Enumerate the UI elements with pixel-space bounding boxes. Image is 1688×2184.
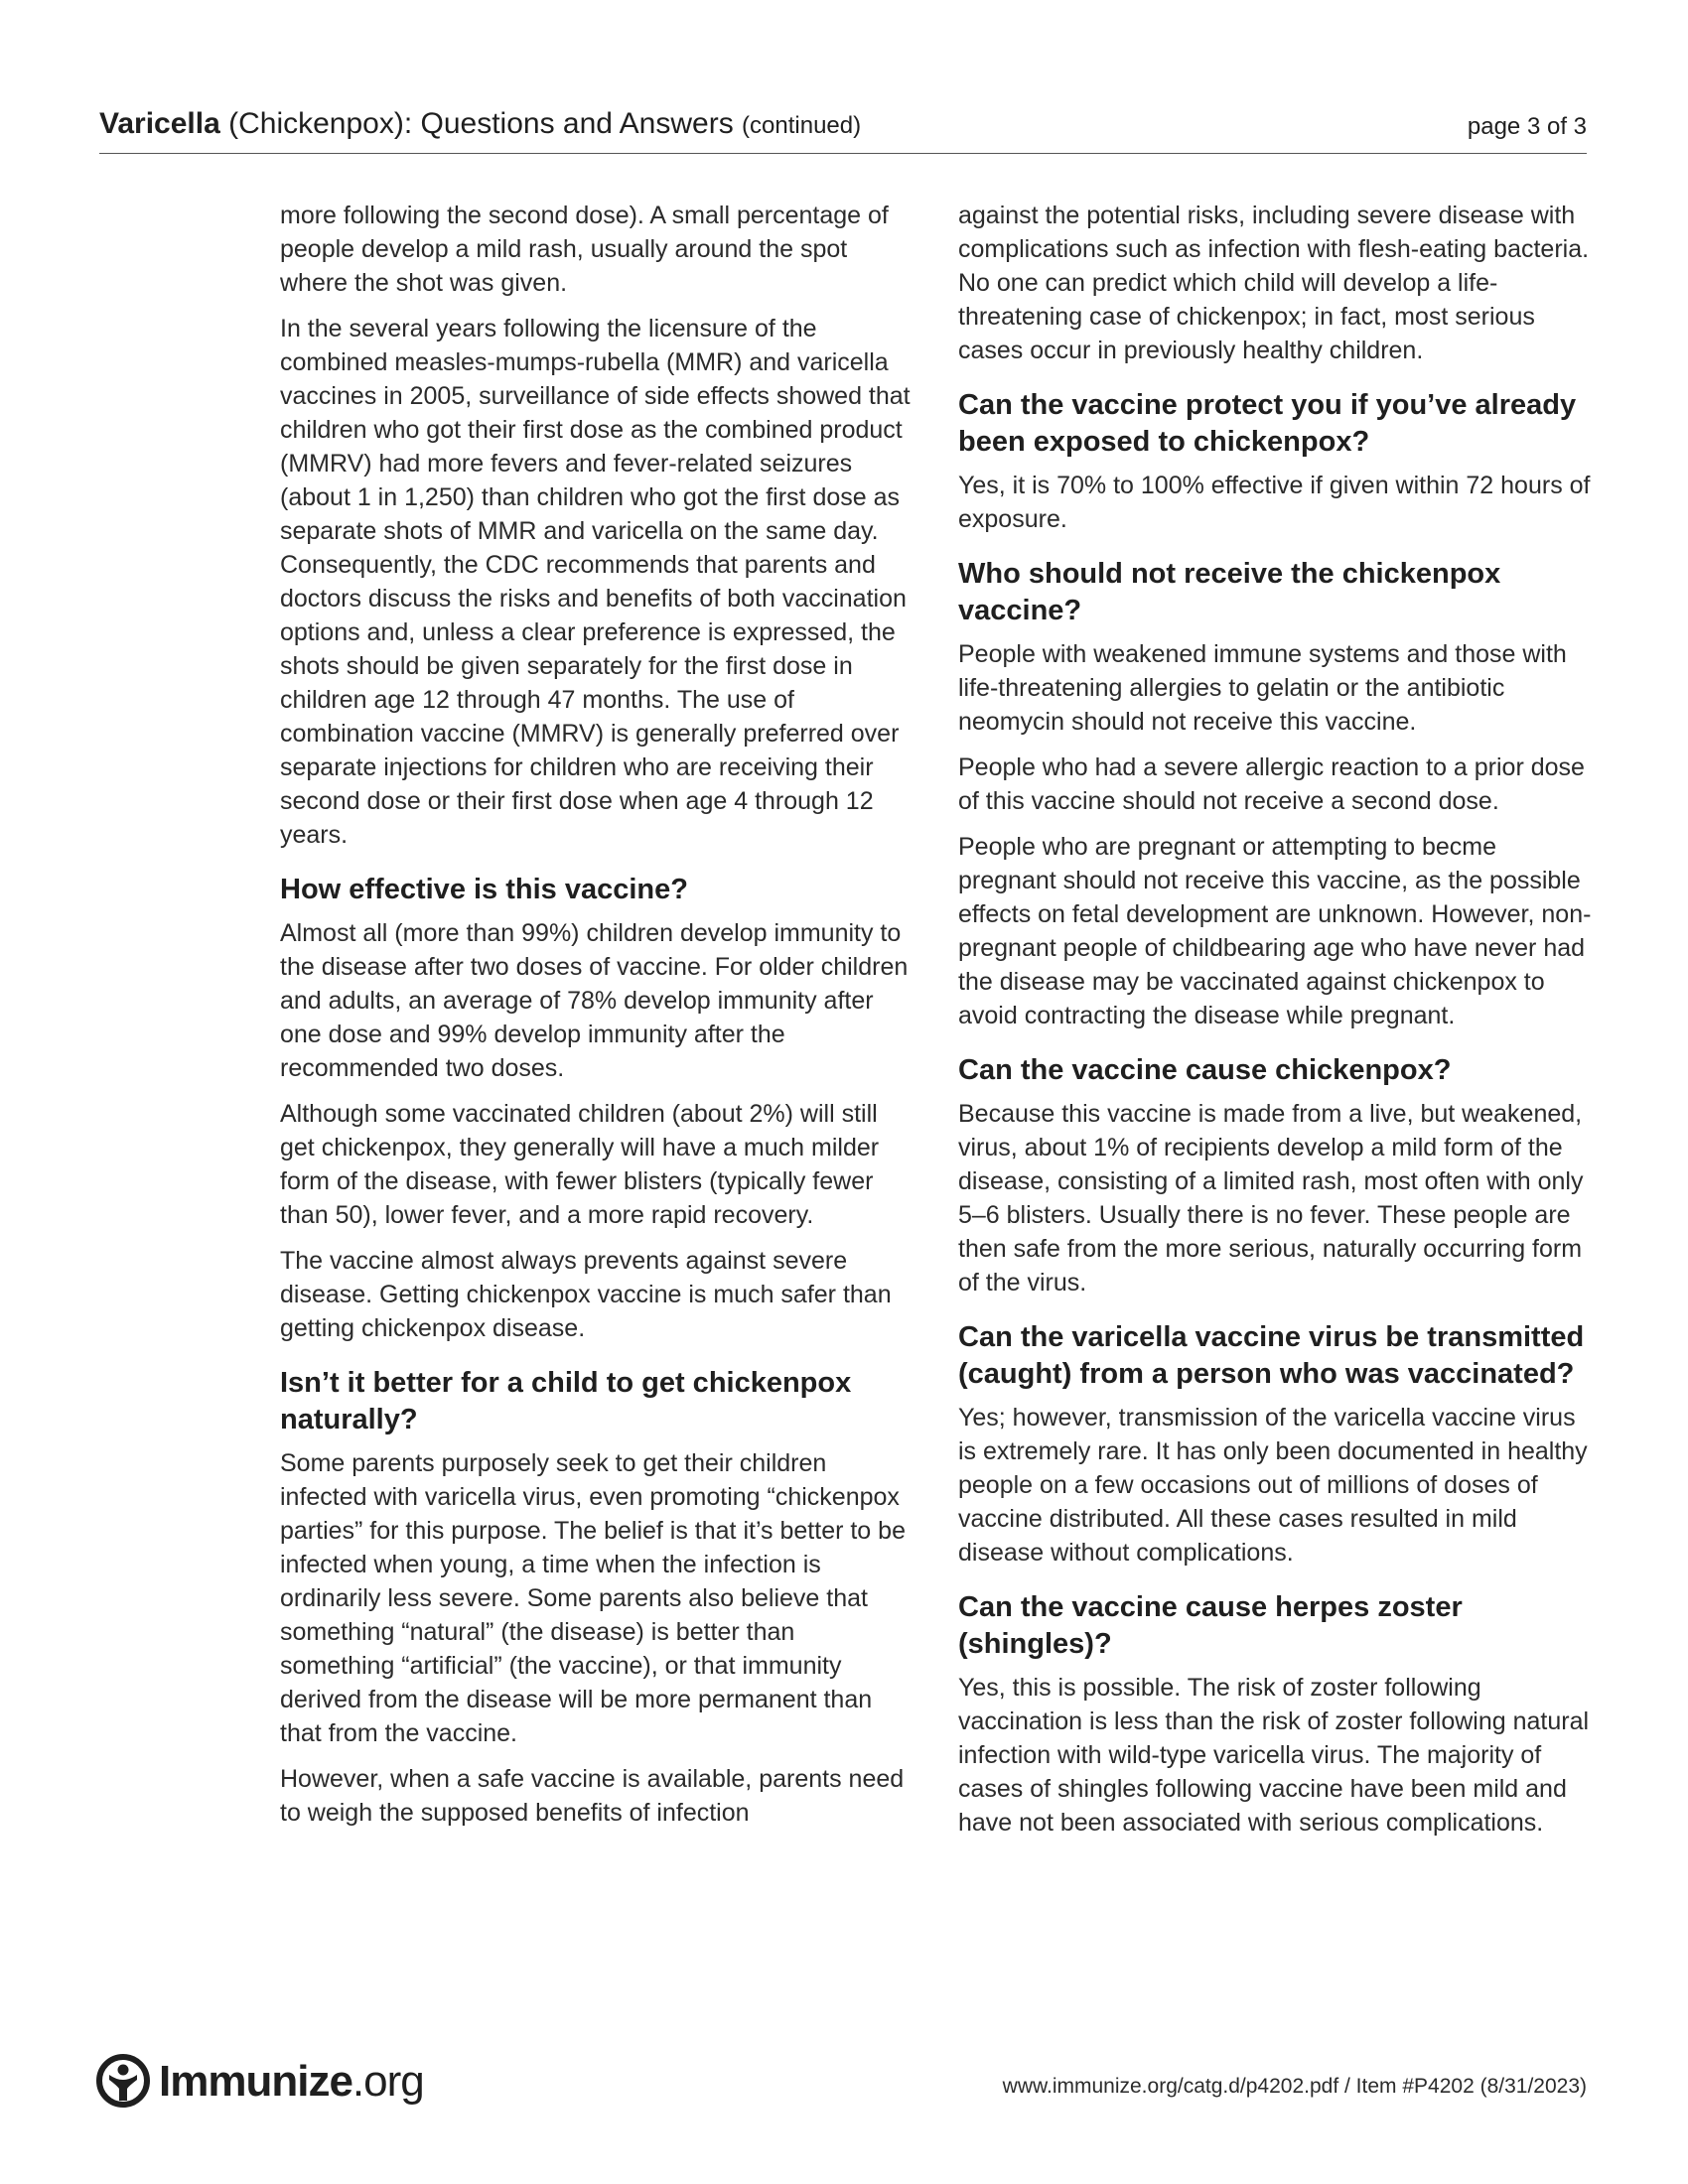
paragraph: People with weakened immune systems and those with life-threatening allergies to gelatin or the antibiotic neomycin should not receive this vaccine. [958,640,1567,736]
logo-name: Immunize [159,2057,352,2106]
paragraph: Yes, it is 70% to 100% effective if given within 72 hours of exposure. [958,472,1591,533]
paragraph: People who are pregnant or attempting to becme pregnant should not receive this vaccine, as the possible effects on fetal development are unknown. However, non-pregnant people of childbearing age who have never had the disease may be vaccinated against chickenpox to avoid contracting the disease while pregnant. [958,833,1592,1029]
logo-wordmark [159,2057,424,2107]
paragraph: Because this vaccine is made from a live, but weakened, virus, about 1% of recipients develop a mild form of the disease, consisting of a limited rash, most often with only 5–6 blisters. Usually there is no fever. These people are then safe from the more serious, naturally occurring form of the virus. [958,1100,1584,1297]
paragraph: However, when a safe vaccine is available, parents need to weigh the supposed benefits of infection [280,1765,905,1827]
paragraph: Yes, this is possible. The risk of zoster following vaccination is less than the risk of zoster following natural infection with wild-type varicella virus. The majority of cases of shingles following vaccine have been mild and have not been associated with serious complications. [958,1674,1590,1837]
section-heading: Who should not receive the chickenpox vaccine? [958,558,1501,626]
page-header [99,103,1587,154]
title-continued: (continued) [742,112,862,139]
left-column [280,199,915,1842]
right-column [958,199,1594,1851]
paragraph: In the several years following the licensure of the combined measles-mumps-rubella (MMR) and varicella vaccines in 2005, surveillance of side effects showed that children who got their first dose as the combined product (MMRV) had more fevers and fever-related seizures (about 1 in 1,250) than children who got the first dose as separate shots of MMR and varicella on the same day. Consequently, the CDC recommends that parents and doctors discuss the risks and benefits of both vaccination options and, unless a clear preference is expressed, the shots should be given separately for the first dose in children age 12 through 47 months. The use of combination vaccine (MMRV) is generally preferred over separate injections for children who are receiving their second dose or their first dose when age 4 through 12 years. [280,315,911,849]
page-number: page 3 of 3 [1467,113,1587,140]
paragraph: against the potential risks, including severe disease with complications such as infection with flesh-eating bacteria. No one can predict which child will develop a life-threatening case of chickenpox; in fact, most serious cases occur in previously healthy children. [958,202,1590,364]
paragraph: People who had a severe allergic reaction to a prior dose of this vaccine should not receive a second dose. [958,753,1585,815]
section-heading: How effective is this vaccine? [280,874,688,905]
paragraph: Yes; however, transmission of the varicella vaccine virus is extremely rare. It has only been documented in healthy people on a few occasions out of millions of doses of vaccine distributed. All these cases resulted in mild disease without complications. [958,1404,1588,1567]
document-title [99,107,861,141]
title-bold: Varicella [99,107,220,140]
section-heading: Isn’t it better for a child to get chickenpox naturally? [280,1367,852,1435]
paragraph: Almost all (more than 99%) children develop immunity to the disease after two doses of vaccine. For older children and adults, an average of 78% develop immunity after one dose and 99% develop immunity after the recommended two doses. [280,919,909,1082]
section-heading: Can the varicella vaccine virus be transmitted (caught) from a person who was vaccinated? [958,1321,1585,1390]
paragraph: more following the second dose). A small percentage of people develop a mild rash, usually around the spot where the shot was given. [280,202,889,297]
paragraph: Although some vaccinated children (about 2%) will still get chickenpox, they generally will have a much milder form of the disease, with fewer blisters (typically fewer than 50), lower fever, and a more rapid recovery. [280,1100,880,1229]
section-heading: Can the vaccine cause herpes zoster (shingles)? [958,1591,1463,1660]
paragraph: Some parents purposely seek to get their children infected with varicella virus, even promoting “chickenpox parties” for this purpose. The belief is that it’s better to be infected when young, a time when the infection is ordinarily less severe. Some parents also believe that something “natural” (the disease) is better than something “artificial” (the vaccine), or that immunity derived from the disease will be more permanent than that from the vaccine. [280,1449,906,1747]
immunize-logo-icon [95,2053,151,2109]
logo-suffix: .org [352,2057,424,2106]
footer-reference: www.immunize.org/catg.d/p4202.pdf / Item #P4202 (8/31/2023) [1002,2075,1587,2098]
title-rest: (Chickenpox): Questions and Answers [219,107,743,140]
section-heading: Can the vaccine cause chickenpox? [958,1054,1452,1086]
paragraph: The vaccine almost always prevents against severe disease. Getting chickenpox vaccine is much safer than getting chickenpox disease. [280,1247,892,1342]
section-heading: Can the vaccine protect you if you’ve already been exposed to chickenpox? [958,389,1577,458]
